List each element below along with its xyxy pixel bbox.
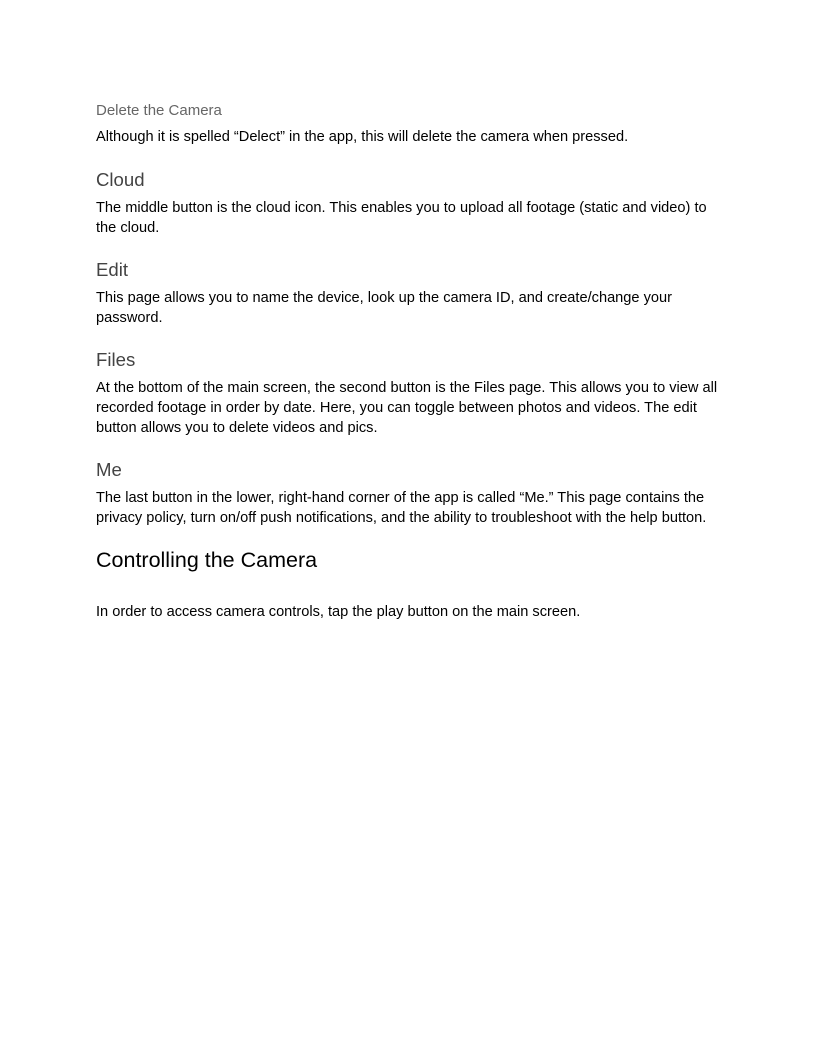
heading-me: Me [96,459,122,480]
paragraph-edit: This page allows you to name the device, look up the camera ID, and create/change your password. [96,290,672,326]
heading-delete-camera: Delete the Camera [96,102,222,119]
heading-controlling-camera: Controlling the Camera [96,548,318,572]
paragraph-cloud: The middle button is the cloud icon. This enables you to upload all footage (static and video) to the cloud. [96,200,707,236]
paragraph-me: The last button in the lower, right-hand corner of the app is called “Me.” This page contains the privacy policy, turn on/off push notifications, and the ability to troubleshoot with the help button. [96,490,707,526]
paragraph-delete-camera: Although it is spelled “Delect” in the app, this will delete the camera when pressed. [96,129,629,145]
heading-edit: Edit [96,259,129,280]
heading-cloud: Cloud [96,169,145,190]
paragraph-files: At the bottom of the main screen, the second button is the Files page. This allows you to view all recorded footage in order by date. Here, you can toggle between photos and videos. The edit button allows you to delete videos and pics. [96,380,718,436]
heading-files: Files [96,349,136,370]
paragraph-controlling-camera: In order to access camera controls, tap the play button on the main screen. [96,604,581,620]
